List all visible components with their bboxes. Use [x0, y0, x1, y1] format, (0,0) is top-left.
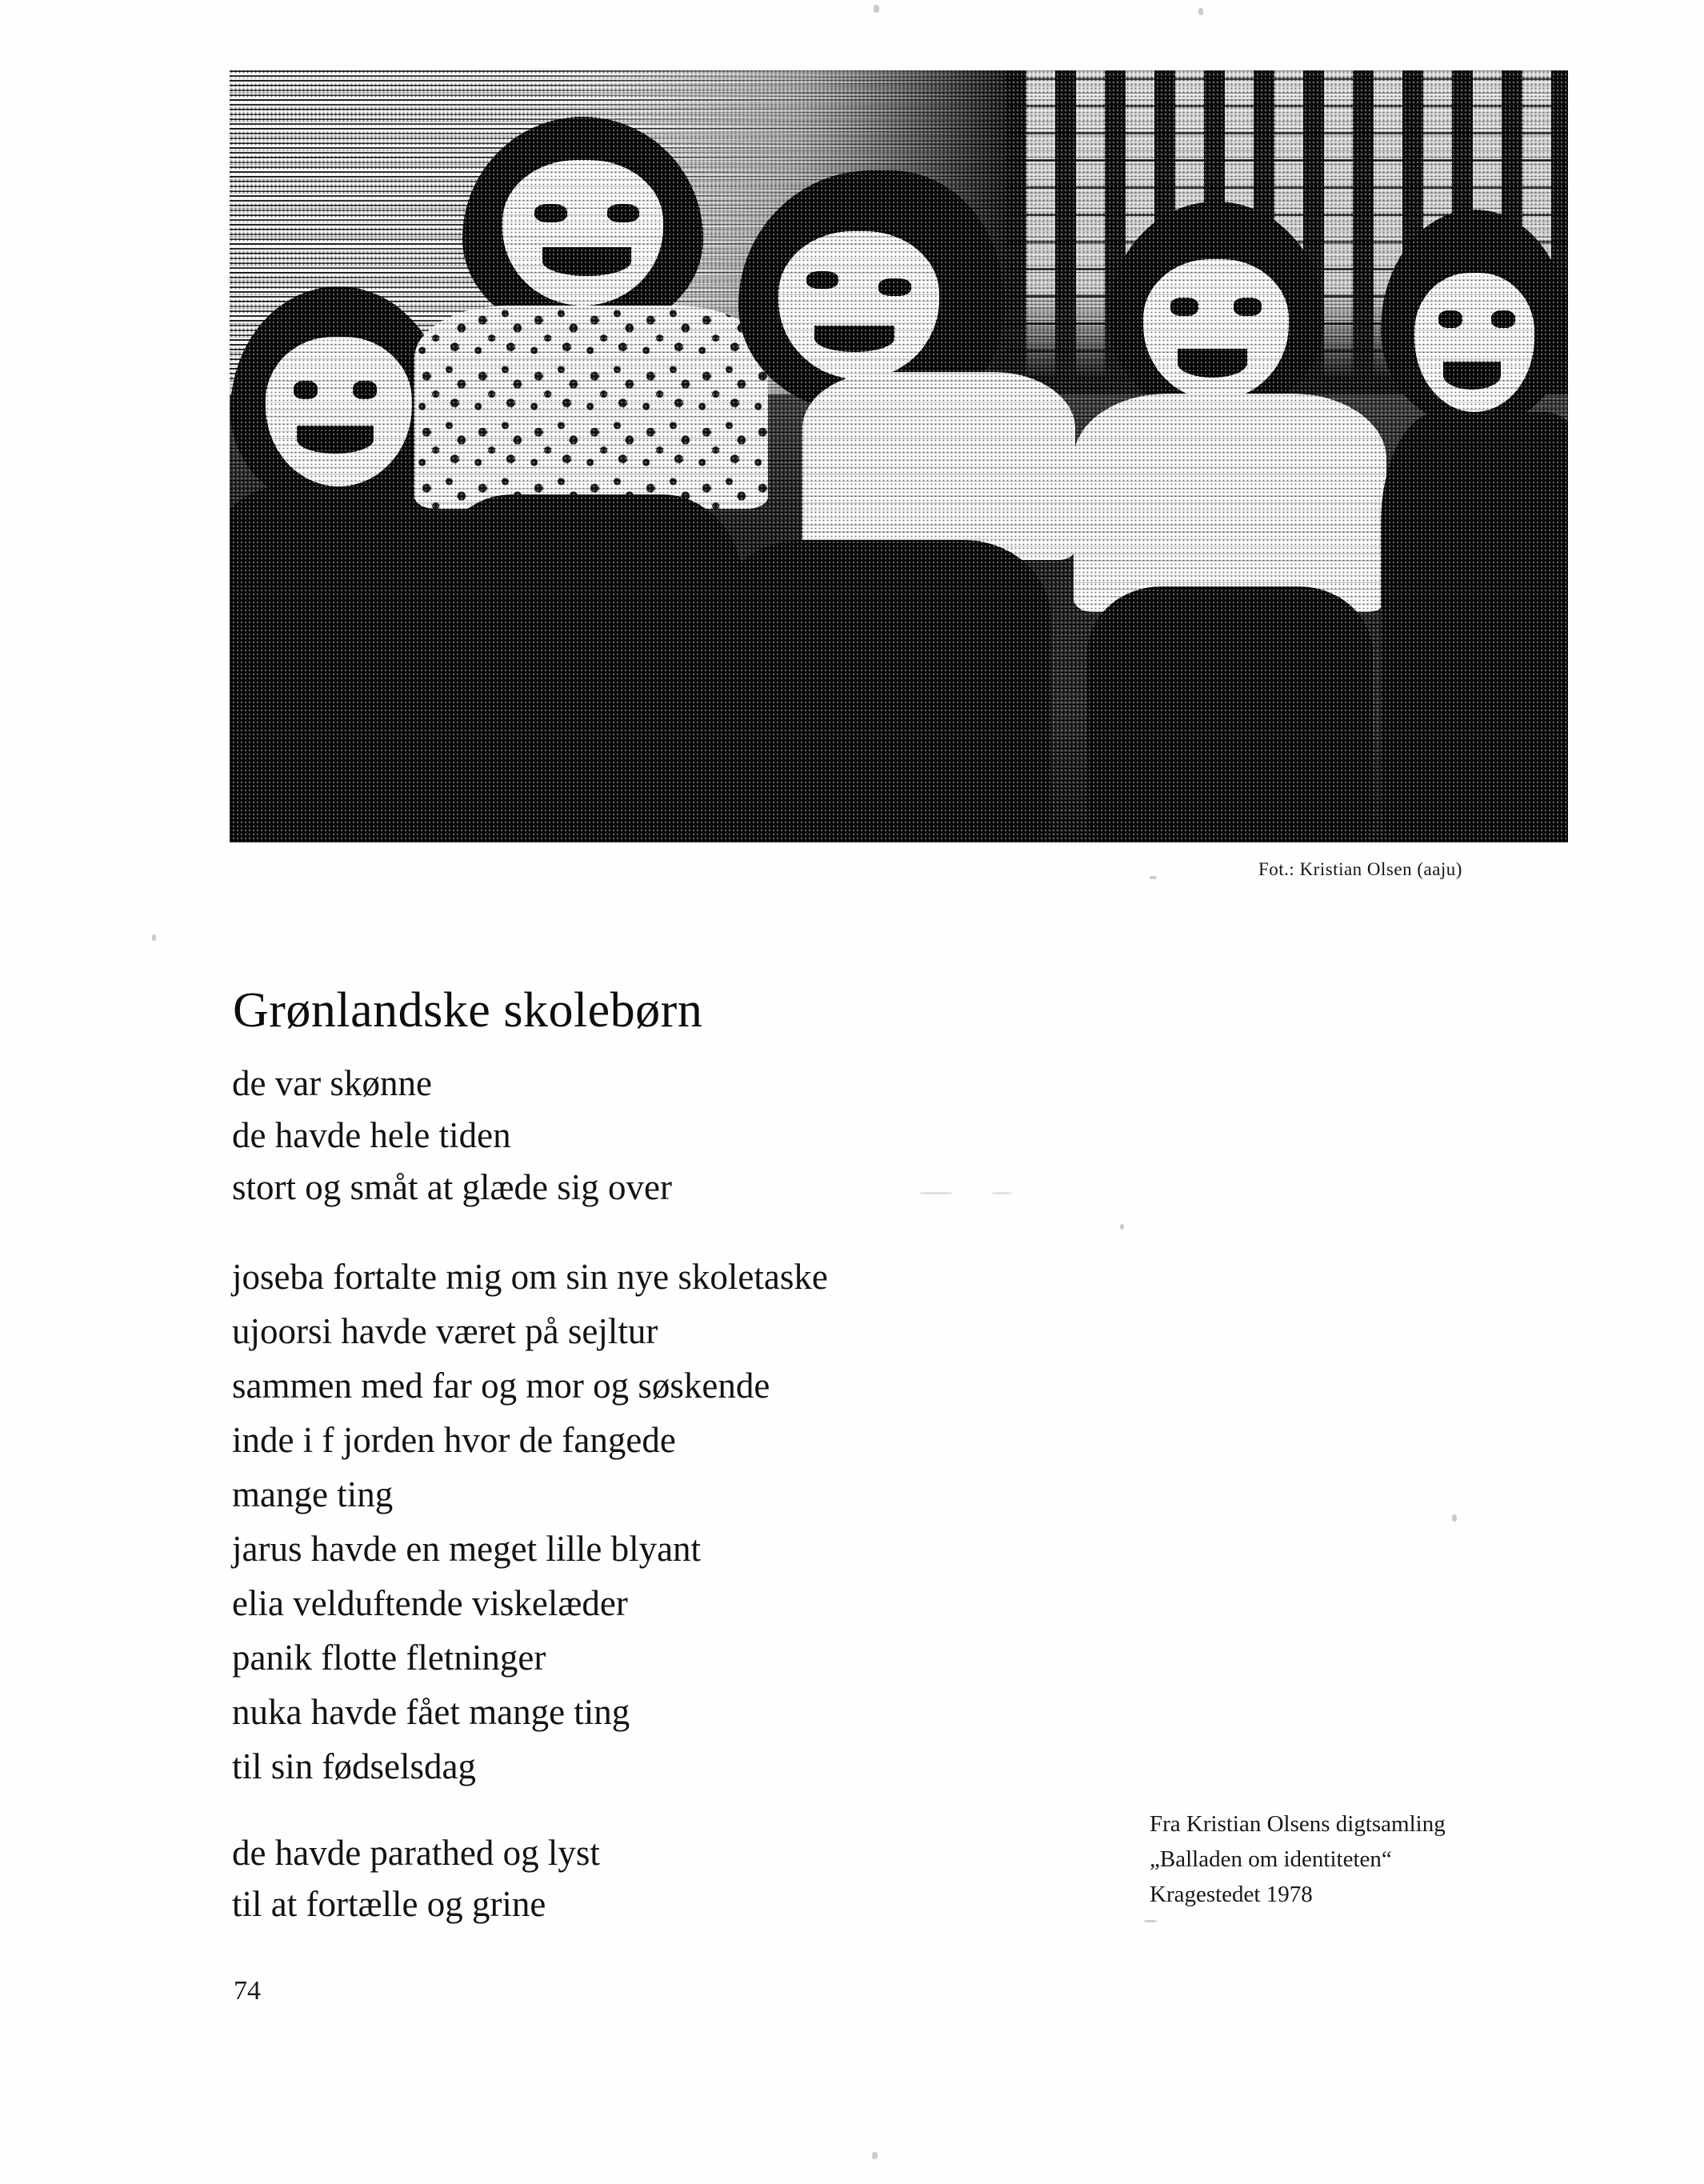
photo-child-3	[698, 170, 1100, 842]
poem-stanza-1	[232, 1058, 672, 1214]
photo-credit: Fot.: Kristian Olsen (aaju)	[1258, 859, 1462, 879]
source-note-line: Fra Kristian Olsens digtsamling	[1150, 1811, 1446, 1837]
scan-speck	[152, 934, 156, 941]
poem-line: sammen med far og mor og søskende	[232, 1366, 770, 1406]
poem-line: ujoorsi havde været på sejltur	[232, 1311, 658, 1351]
scan-speck	[1150, 876, 1157, 879]
poem-line: til at fortælle og grine	[232, 1884, 546, 1924]
source-note-line: Kragestedet 1978	[1150, 1882, 1313, 1907]
poem-line: joseba fortalte mig om sin nye skoletaske	[232, 1257, 828, 1297]
page-number: 74	[234, 1976, 261, 2006]
photo-child-4	[1059, 202, 1407, 842]
poem-line: inde i f jorden hvor de fangede	[232, 1420, 676, 1460]
poem-line: elia velduftende viskelæder	[232, 1583, 628, 1623]
poem-stanza-3	[232, 1827, 600, 1930]
poem-line: nuka havde fået mange ting	[232, 1692, 630, 1732]
poem-line: stort og småt at glæde sig over	[232, 1167, 672, 1207]
source-note-line: „Balladen om identiteten“	[1150, 1846, 1392, 1872]
scan-speck	[1144, 1920, 1157, 1922]
poem-line: mange ting	[232, 1474, 394, 1514]
page-title	[233, 982, 702, 1039]
poem-line: jarus havde en meget lille blyant	[232, 1529, 702, 1569]
poem-line: de var skønne	[232, 1063, 432, 1103]
poem-line: de havde hele tiden	[232, 1115, 511, 1155]
scan-speck	[1120, 1224, 1124, 1230]
scan-speck	[872, 2152, 878, 2159]
photo-child-5	[1381, 210, 1568, 842]
poem-title-word-2: skolebørn	[503, 982, 703, 1038]
scan-speck	[992, 1192, 1013, 1194]
source-note	[1150, 1806, 1446, 1912]
scan-speck	[1452, 1514, 1457, 1522]
scan-speck	[874, 5, 879, 13]
scan-speck	[920, 1192, 952, 1194]
poem-title-word-1: Grønlandske	[233, 982, 491, 1038]
poem-line: panik flotte fletninger	[232, 1638, 546, 1678]
scan-speck	[1198, 8, 1203, 15]
poem-line: til sin fødselsdag	[232, 1746, 476, 1786]
photograph-block	[230, 70, 1568, 842]
poem-stanza-2	[232, 1250, 828, 1794]
poem-line: de havde parathed og lyst	[232, 1833, 600, 1873]
photograph	[230, 70, 1568, 842]
